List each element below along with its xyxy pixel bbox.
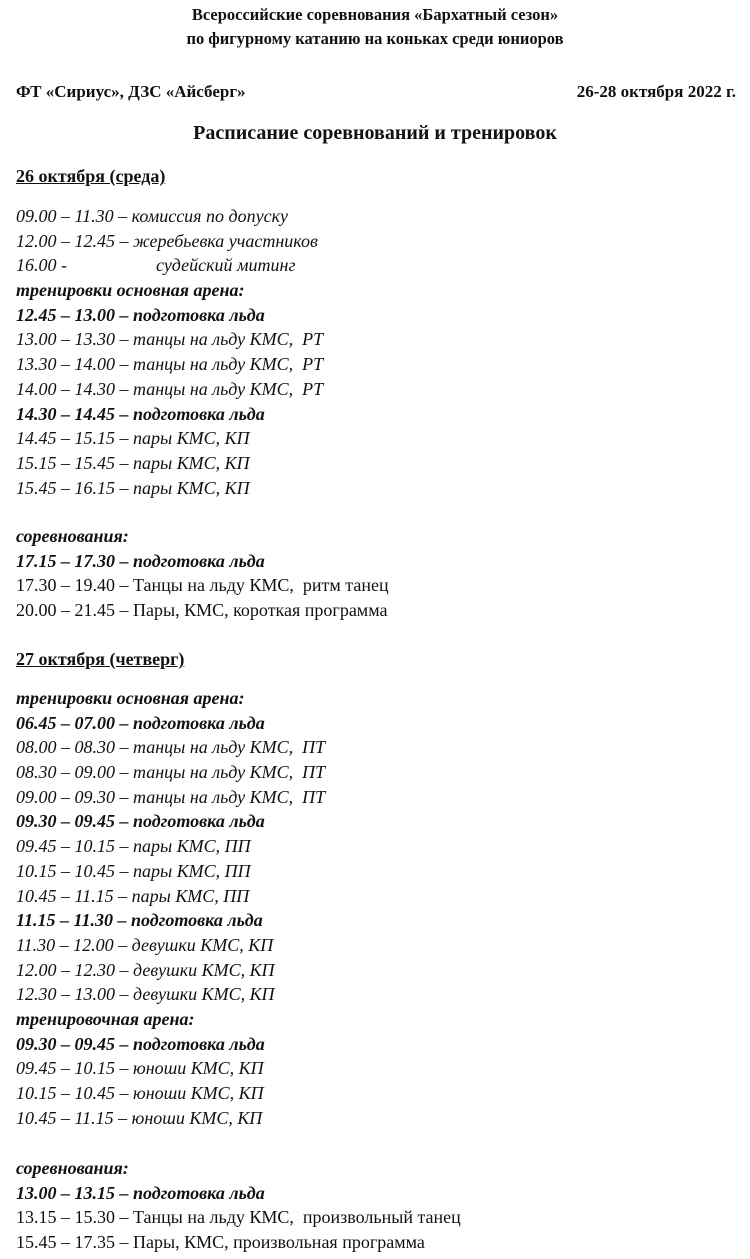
schedule-line: 15.15 – 15.45 – пары КМС, КП (16, 452, 250, 473)
day1-heading: 26 октября (среда) (16, 166, 166, 186)
training-main-arena-label: тренировки основная арена: (16, 688, 245, 708)
day1-general-list (16, 204, 736, 500)
schedule-line: 14.00 – 14.30 – танцы на льду КМС, РТ (16, 378, 324, 399)
meeting-time: 16.00 - (16, 255, 67, 276)
schedule-line: 20.00 – 21.45 – Пары, КМС, короткая программа (16, 600, 388, 621)
day1-competition-list (16, 524, 736, 623)
schedule-line: 17.30 – 19.40 – Танцы на льду КМС, ритм танец (16, 575, 389, 596)
ice-preparation-line: 11.15 – 11.30 – подготовка льда (16, 910, 263, 931)
document-title: Расписание соревнований и тренировок (193, 122, 557, 144)
schedule-line: 09.00 – 09.30 – танцы на льду КМС, ПТ (16, 786, 326, 807)
schedule-line: 15.45 – 16.15 – пары КМС, КП (16, 477, 250, 498)
day2-practice-list (16, 1032, 736, 1131)
schedule-line: 12.00 – 12.45 – жеребьевка участников (16, 230, 318, 251)
judges-meeting-line (16, 253, 736, 278)
header-line-1: Всероссийские соревнования «Бархатный сезон» (191, 5, 559, 24)
ice-preparation-line: 06.45 – 07.00 – подготовка льда (16, 712, 265, 733)
schedule-line: 13.00 – 13.30 – танцы на льду КМС, РТ (16, 329, 324, 350)
schedule-line: 15.45 – 17.35 – Пары, КМС, произвольная программа (16, 1232, 425, 1253)
schedule-line: 12.30 – 13.00 – девушки КМС, КП (16, 984, 275, 1005)
schedule-line: 08.00 – 08.30 – танцы на льду КМС, ПТ (16, 737, 326, 758)
schedule-line: 08.30 – 09.00 – танцы на льду КМС, ПТ (16, 762, 326, 783)
ice-preparation-line: 09.30 – 09.45 – подготовка льда (16, 1033, 265, 1054)
schedule-line: 09.45 – 10.15 – юноши КМС, КП (16, 1058, 264, 1079)
header-line-2: по фигурному катанию на коньках среди юниоров (186, 29, 564, 48)
day1-competition-items (16, 549, 736, 623)
event-dates: 26-28 октября 2022 г. (576, 82, 736, 101)
practice-arena-label: тренировочная арена: (16, 1008, 195, 1029)
schedule-line: 14.45 – 15.15 – пары КМС, КП (16, 428, 250, 449)
day2-training-list (16, 711, 736, 1007)
schedule-line: 11.30 – 12.00 – девушки КМС, КП (16, 934, 274, 955)
ice-preparation-line: 12.45 – 13.00 – подготовка льда (16, 304, 265, 325)
organizer: ФТ «Сириус», ДЗС «Айсберг» (16, 82, 246, 101)
schedule-line: 10.45 – 11.15 – пары КМС, ПП (16, 885, 250, 906)
day2-competition-list (16, 1156, 736, 1255)
schedule-line: 09.45 – 10.15 – пары КМС, ПП (16, 836, 251, 857)
ice-preparation-line: 09.30 – 09.45 – подготовка льда (16, 811, 265, 832)
meeting-text: судейский митинг (156, 255, 296, 276)
day2-training-block (16, 686, 736, 1130)
schedule-line: 10.15 – 10.45 – пары КМС, ПП (16, 860, 251, 881)
day2-competition-items (16, 1181, 736, 1255)
schedule-line: 10.15 – 10.45 – юноши КМС, КП (16, 1083, 264, 1103)
schedule-line: 13.30 – 14.00 – танцы на льду КМС, РТ (16, 354, 324, 375)
ice-preparation-line: 17.15 – 17.30 – подготовка льда (16, 550, 265, 571)
schedule-line: 09.00 – 11.30 – комиссия по допуску (16, 206, 289, 226)
day1-training-list (16, 303, 736, 501)
competition-label: соревнования: (16, 1158, 129, 1178)
competition-label: соревнования: (16, 526, 129, 546)
ice-preparation-line: 14.30 – 14.45 – подготовка льда (16, 403, 265, 424)
schedule-line: 12.00 – 12.30 – девушки КМС, КП (16, 959, 275, 980)
day2-heading: 27 октября (четверг) (16, 649, 185, 669)
schedule-line: 13.15 – 15.30 – Танцы на льду КМС, произвольный танец (16, 1207, 461, 1228)
schedule-line: 10.45 – 11.15 – юноши КМС, КП (16, 1107, 263, 1128)
ice-preparation-line: 13.00 – 13.15 – подготовка льда (16, 1182, 265, 1203)
training-main-arena-label: тренировки основная арена: (16, 280, 245, 301)
